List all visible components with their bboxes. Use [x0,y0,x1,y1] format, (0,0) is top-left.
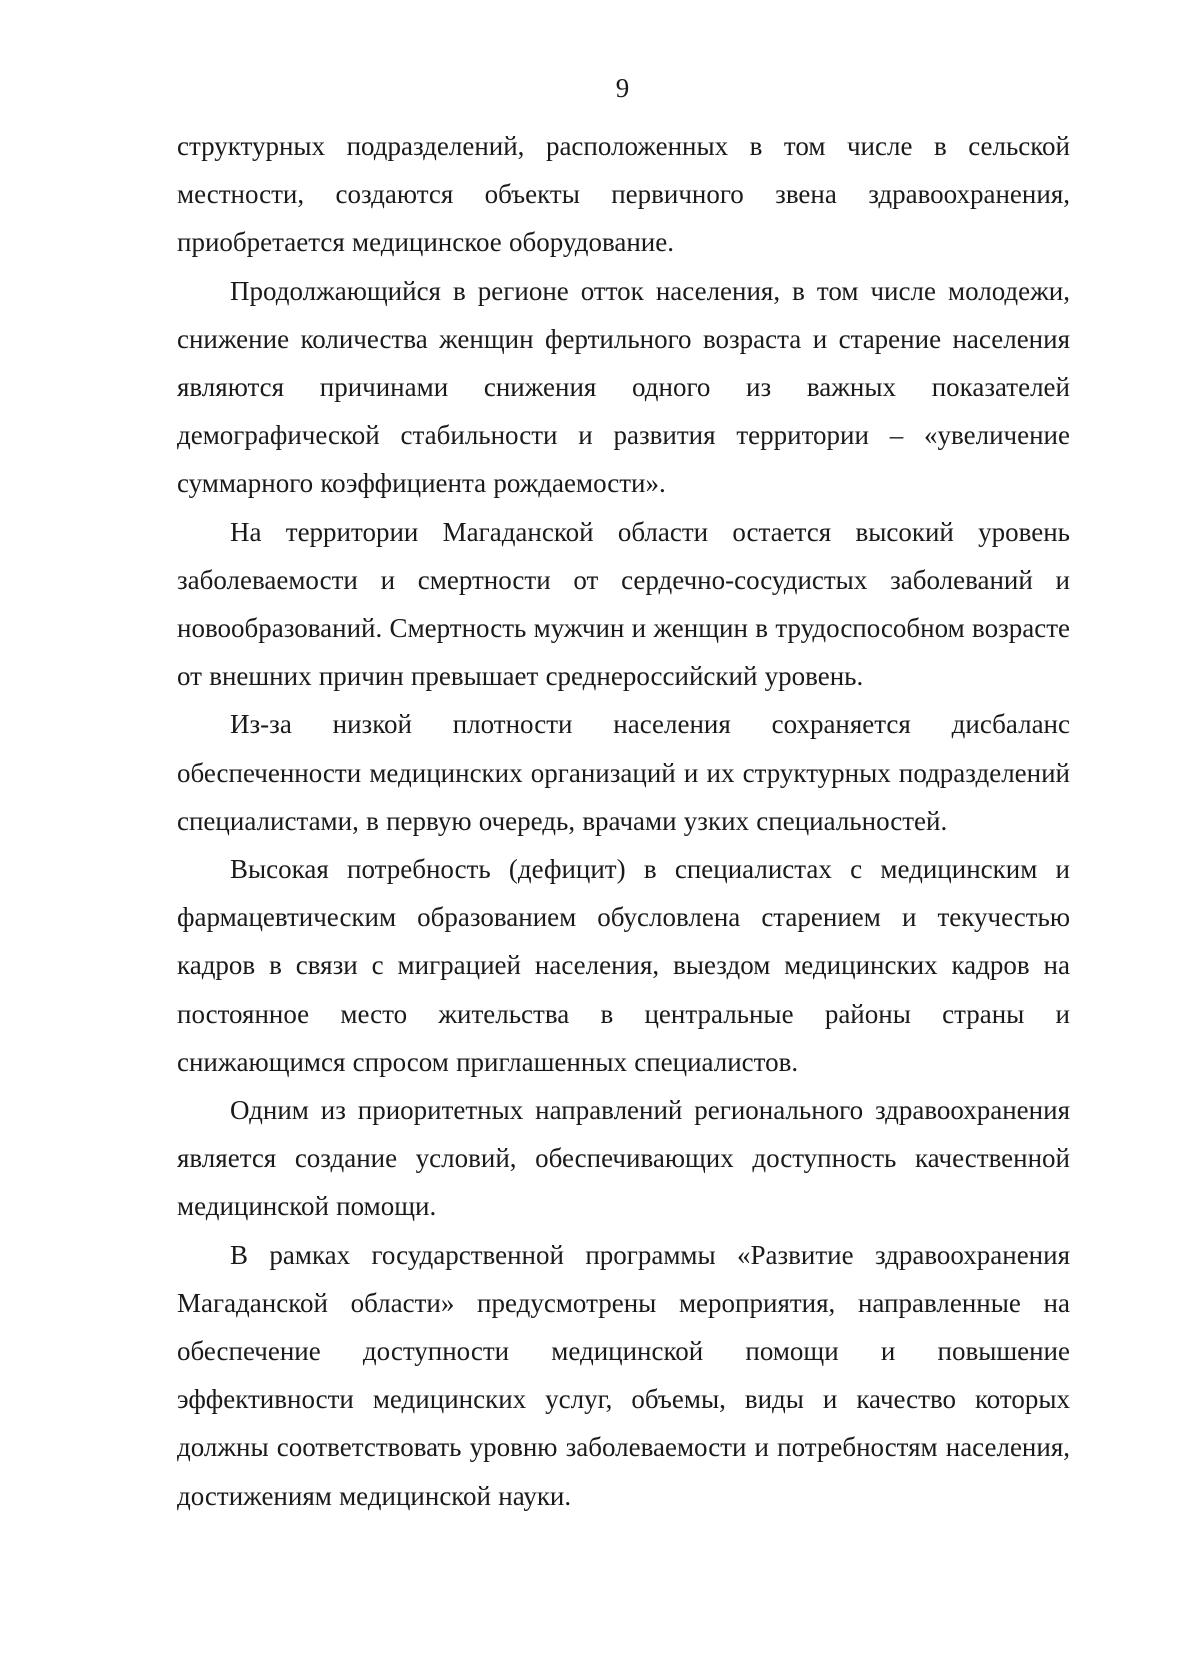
paragraph-population-outflow: Продолжающийся в регионе отток населения, в том числе молодежи, снижение количества женщин фертильного возраста и старение населения являются причинами снижения одного из важных показателей демографической стабильности и развития территории – «увеличение суммарного коэффициента рождаемости». [177,275,1070,499]
page-number: 9 [615,73,630,103]
paragraph-staffing-imbalance: Из-за низкой плотности населения сохраняется дисбаланс обеспеченности медицинских организаций и их структурных подразделений специалистами, в первую очередь, врачами узких специальностей. [177,709,1070,836]
paragraph-specialist-deficit: Высокая потребность (дефицит) в специалистах с медицинским и фармацевтическим образованием обусловлена старением и текучестью кадров в связи с миграцией населения, выездом медицинских кадров на постоянное место жительства в центральные районы страны и снижающимся спросом приглашенных специалистов. [177,854,1070,1077]
paragraph-continuation: структурных подразделений, расположенных в том числе в сельской местности, создаются объекты первичного звена здравоохранения, приобретается медицинское оборудование. [177,131,1070,258]
paragraph-priority-direction: Одним из приоритетных направлений регионального здравоохранения является создание условий, обеспечивающих доступность качественной медицинской помощи. [177,1095,1070,1222]
paragraph-morbidity: На территории Магаданской области остается высокий уровень заболеваемости и смертности от сердечно-сосудистых заболеваний и новообразований. Смертность мужчин и женщин в трудоспособном возрасте от внешних причин превышает среднероссийский уровень. [177,516,1070,692]
document-body [177,122,1070,1520]
paragraph-state-program: В рамках государственной программы «Развитие здравоохранения Магаданской области» предусмотрены мероприятия, направленные на обеспечение доступности медицинской помощи и повышение эффективности медицинских услуг, объемы, виды и качество которых должны соответствовать уровню заболеваемости и потребностям населения, достижениям медицинской науки. [177,1239,1070,1511]
